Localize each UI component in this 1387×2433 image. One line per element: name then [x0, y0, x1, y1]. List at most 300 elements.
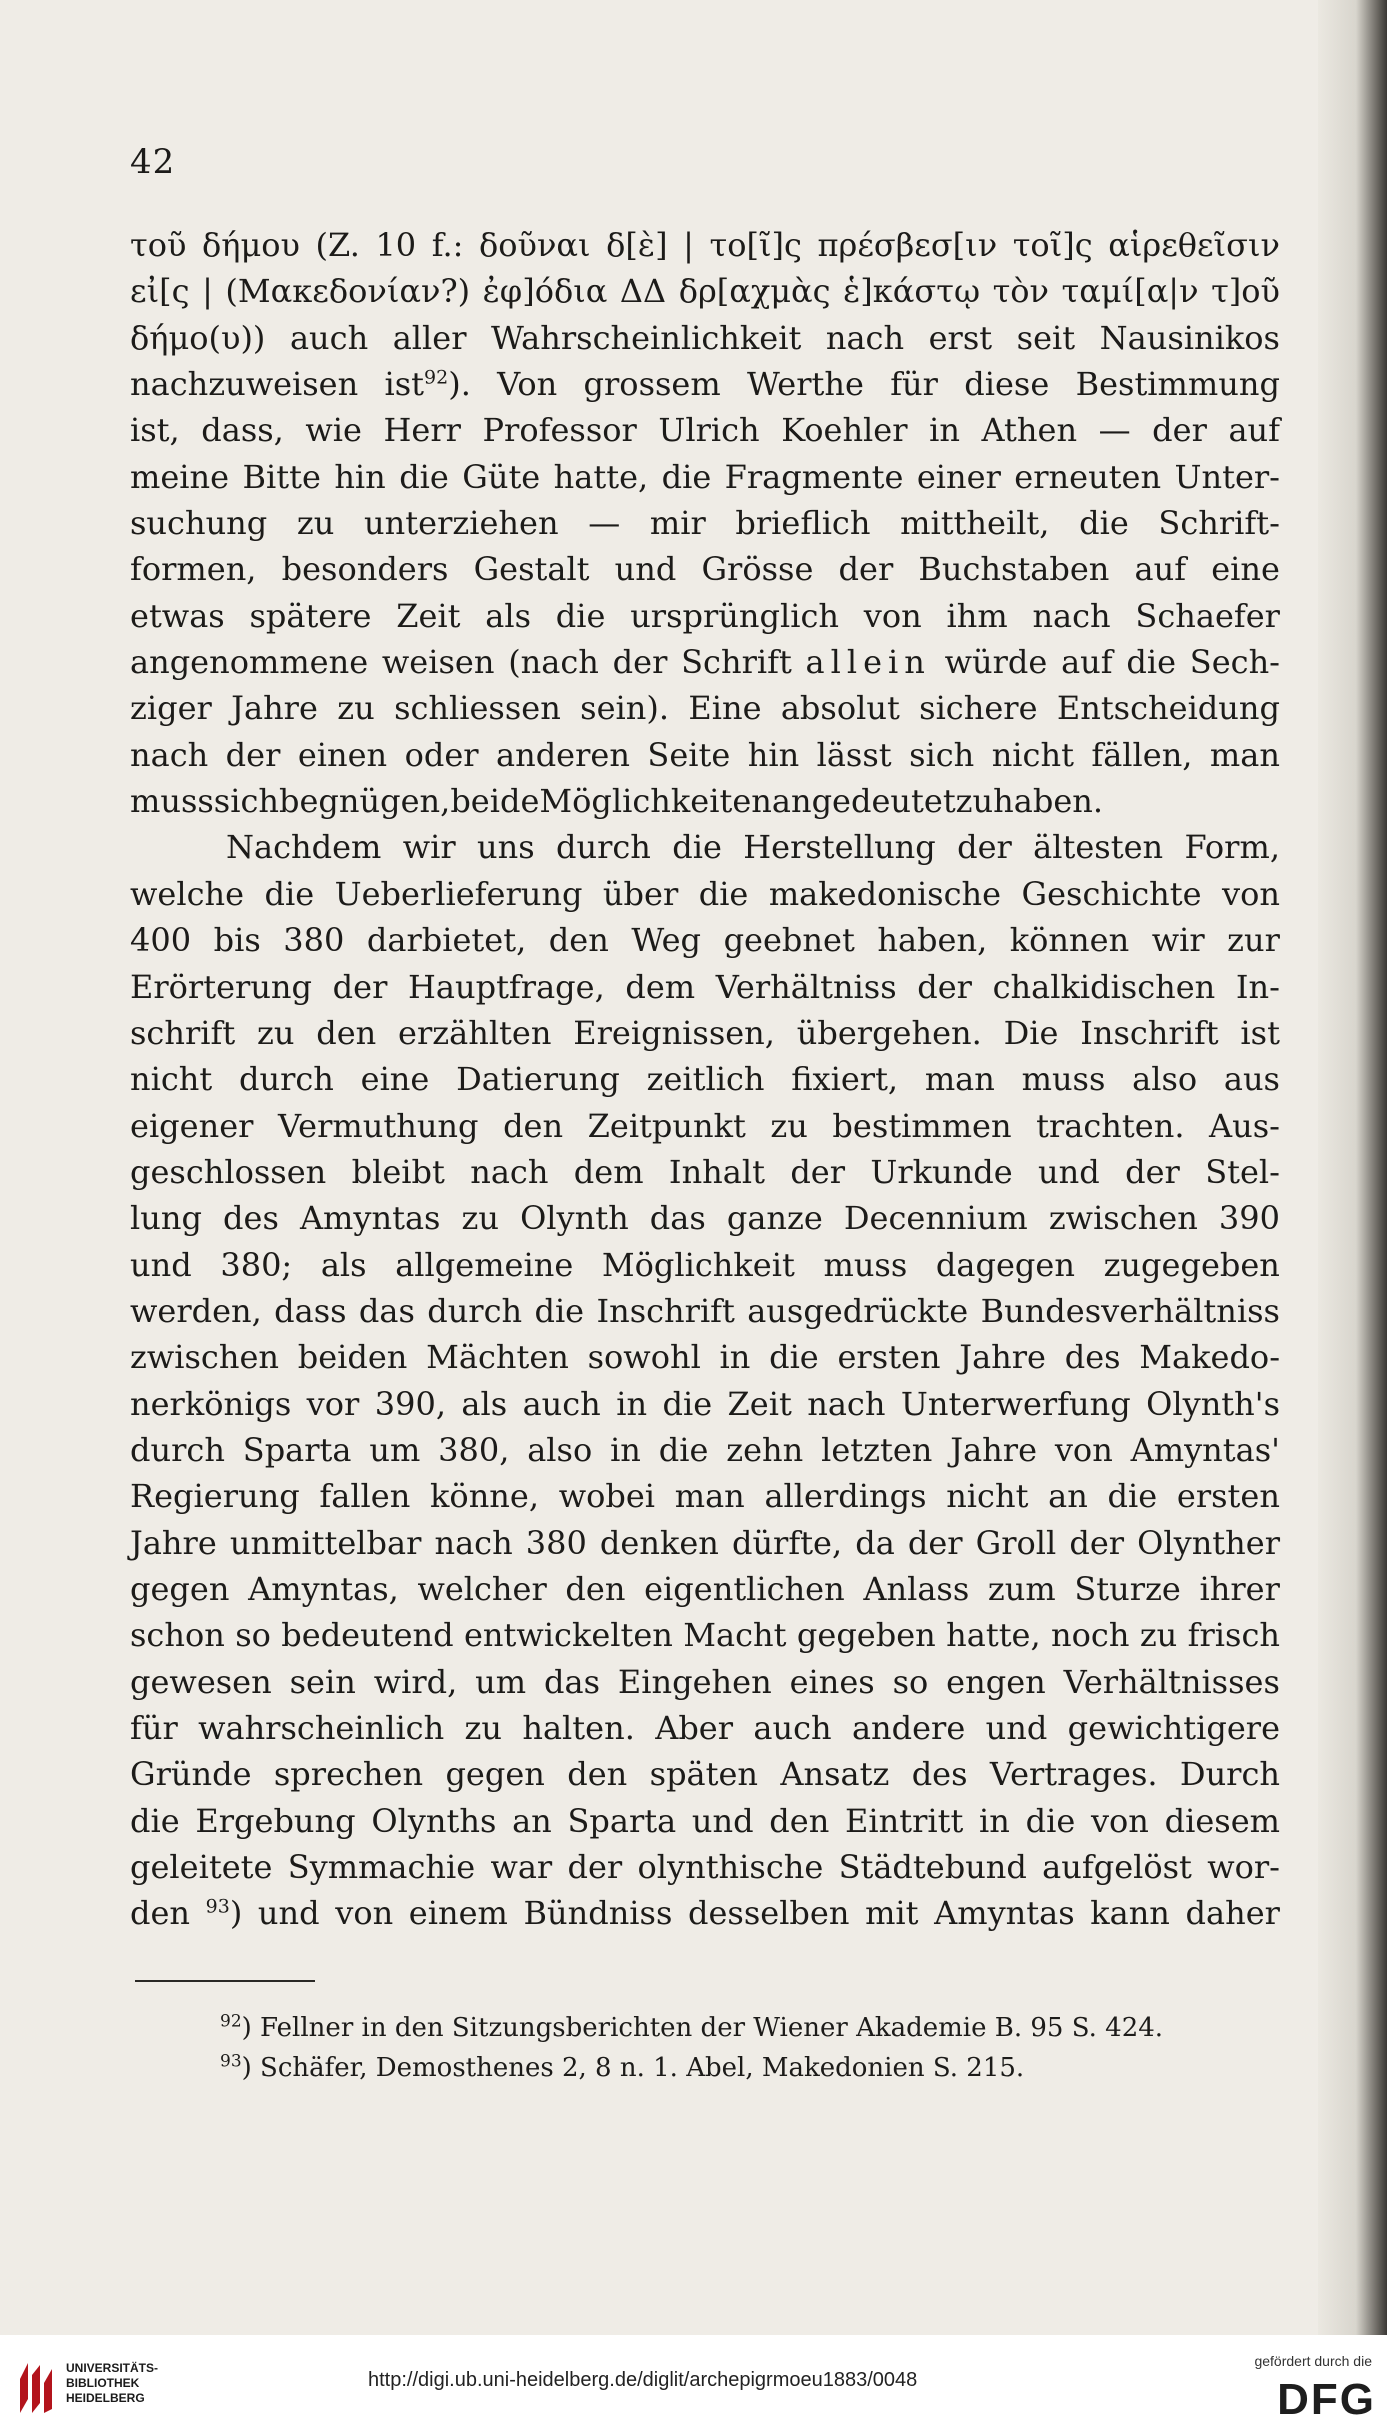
word: τὸν — [992, 272, 1049, 311]
word: von — [335, 1894, 394, 1933]
text-line — [130, 1705, 1280, 1751]
word: durch — [130, 1430, 225, 1469]
word: — — [588, 504, 621, 543]
word: olynthische — [637, 1848, 824, 1887]
word: sich — [213, 782, 279, 821]
word: zu — [464, 1709, 503, 1747]
word: Professor — [482, 411, 637, 450]
word: Herr — [383, 411, 461, 450]
word: zu — [337, 689, 375, 728]
word: Hauptfrage, — [407, 967, 605, 1006]
word: Eingehen — [617, 1662, 772, 1701]
word: sprechen — [273, 1755, 424, 1794]
word: der — [1152, 411, 1207, 450]
word: chalkidischen — [992, 967, 1216, 1006]
word: Inhalt — [668, 1152, 765, 1191]
word: nicht — [130, 1060, 213, 1099]
footnote-mark: 93 — [220, 2051, 242, 2072]
dfg-logo[interactable]: DFG — [1277, 2375, 1376, 2424]
word: die — [264, 874, 315, 913]
word: Amyntas, — [248, 1569, 399, 1608]
text-line — [130, 1473, 1280, 1519]
word: wird, — [373, 1662, 458, 1701]
word: Ergebung — [195, 1801, 356, 1840]
word: dagegen — [935, 1245, 1075, 1284]
text-line — [130, 685, 1280, 731]
word: | — [683, 226, 694, 264]
viewer-footer — [0, 2335, 1387, 2433]
word: so — [892, 1662, 929, 1701]
word: nach — [434, 1523, 513, 1562]
word: muss — [823, 1245, 908, 1284]
word: 380 — [525, 1523, 587, 1562]
word: kann — [1090, 1894, 1170, 1933]
word: darbietet, — [366, 921, 527, 960]
word: τοῖ]ς — [1012, 226, 1093, 264]
word: zeitlich — [646, 1060, 765, 1099]
word: der — [332, 967, 388, 1006]
word: für — [130, 1709, 178, 1747]
word: absolut — [780, 689, 900, 728]
word: haben, — [877, 921, 988, 960]
word: und — [985, 1709, 1048, 1747]
word: eines — [789, 1662, 875, 1701]
word: von — [1222, 874, 1280, 913]
text-line — [130, 454, 1280, 500]
word: Bundesverhältniss — [980, 1291, 1280, 1330]
text-line — [130, 824, 1280, 870]
word: für — [890, 365, 938, 404]
word: Die — [1003, 1013, 1059, 1052]
footnote-ref[interactable]: 93 — [205, 1895, 230, 1918]
word: von — [1054, 1430, 1113, 1469]
word: $^{93}$) — [205, 1894, 243, 1933]
word: ταμί[α|ν — [1061, 272, 1199, 311]
word: sich — [909, 735, 975, 774]
word: der — [957, 828, 1012, 867]
word: als — [485, 596, 531, 635]
word: Macht — [683, 1616, 787, 1655]
word: denken — [599, 1523, 719, 1562]
word: ihrer — [1199, 1569, 1280, 1608]
word: Verhältnisses — [1063, 1662, 1280, 1701]
word: sein). — [580, 689, 670, 728]
word: Schaefer — [1135, 596, 1280, 635]
word: mir — [649, 504, 706, 543]
footnote-text: ) Fellner in den Sitzungsberichten der Wiener Akademie B. 95 S. 424. — [241, 2013, 1164, 2043]
word: Durch — [1179, 1755, 1280, 1794]
word: zugegeben — [1103, 1245, 1280, 1284]
word: Weg — [631, 921, 702, 960]
text-line — [130, 1103, 1280, 1149]
text-line — [130, 1427, 1280, 1473]
word: daher — [1185, 1894, 1280, 1933]
word: Schrift — [681, 643, 792, 682]
page-number: 42 — [130, 142, 176, 182]
word: 10 — [375, 226, 417, 264]
word: Vermuthung — [277, 1106, 479, 1145]
word: gegen — [130, 1569, 230, 1608]
word: Regierung — [130, 1477, 300, 1516]
word: Form, — [1184, 828, 1280, 867]
word: 380; — [220, 1245, 293, 1284]
word: nach — [130, 735, 209, 774]
text-line — [130, 639, 1280, 685]
word: τοῦ — [130, 226, 187, 264]
emphasized-word: allein — [805, 643, 931, 682]
word: bedeutend — [281, 1616, 454, 1655]
word: auch — [289, 318, 369, 357]
word: Sturze — [1074, 1569, 1181, 1608]
text-line — [130, 917, 1280, 963]
word: nach — [807, 1384, 886, 1423]
word: eine — [1211, 550, 1280, 589]
word: etwas — [130, 596, 225, 635]
word: (Z. — [315, 226, 360, 264]
word: die — [399, 457, 449, 496]
word: welcher — [417, 1569, 547, 1608]
word: an — [1048, 1477, 1088, 1516]
word: des — [223, 1199, 279, 1238]
word: geebnet — [723, 921, 855, 960]
word: auf — [1134, 550, 1187, 589]
word: schon — [130, 1616, 225, 1655]
word: bleibt — [351, 1152, 445, 1191]
word: erst — [928, 318, 993, 357]
word: in — [616, 1384, 648, 1423]
text-line — [130, 1798, 1280, 1844]
word: man — [674, 1477, 745, 1516]
word: der — [790, 1152, 846, 1191]
word: Amyntas — [299, 1199, 441, 1238]
word: Zeit — [727, 1384, 792, 1423]
word: Inschrift — [596, 1291, 735, 1330]
word: Von — [497, 365, 558, 404]
word: um — [369, 1430, 421, 1469]
word: der — [1125, 1152, 1180, 1191]
word: welche — [130, 874, 245, 913]
word: Jahre — [950, 1430, 1037, 1469]
word: ziger — [130, 689, 212, 728]
word: τ]οῦ — [1211, 272, 1280, 311]
word: da — [855, 1523, 895, 1562]
footnote-text: ) Schäfer, Demosthenes 2, 8 n. 1. Abel, Makedonien S. 215. — [241, 2053, 1025, 2083]
funder-note: gefördert durch die — [1254, 2353, 1372, 2369]
word: diese — [964, 365, 1050, 404]
word: auf — [1061, 643, 1113, 682]
text-line — [130, 1612, 1280, 1658]
word: Eintritt — [845, 1801, 964, 1840]
word: noch — [1051, 1616, 1130, 1655]
text-line — [130, 407, 1280, 453]
word: Amyntas' — [1130, 1430, 1280, 1469]
word: auf — [1228, 411, 1280, 450]
word: | — [202, 272, 213, 311]
word: nach — [470, 1152, 549, 1191]
word: Erörterung — [130, 967, 313, 1006]
footnote-mark: 92 — [220, 2011, 242, 2032]
word: gewichtigere — [1067, 1709, 1280, 1747]
word: die — [662, 1384, 713, 1423]
text-line — [130, 1751, 1280, 1797]
word: Mächten — [426, 1338, 569, 1377]
word: nach — [1032, 596, 1111, 635]
word: begnügen, — [278, 782, 451, 821]
word: εἰ[ς — [130, 272, 190, 311]
word: Güte — [462, 457, 541, 496]
word: ausgedrückte — [747, 1291, 969, 1330]
word: eigener — [130, 1106, 254, 1145]
word: gegeben — [796, 1616, 936, 1655]
word: ist — [1240, 1013, 1280, 1052]
word: des — [1064, 1338, 1121, 1377]
word: war — [490, 1848, 553, 1887]
word: den — [548, 921, 609, 960]
word: Ansatz — [780, 1755, 890, 1794]
word: bestimmen — [832, 1106, 1012, 1145]
word: 390 — [1218, 1199, 1280, 1238]
word: Olynth's — [1146, 1384, 1280, 1423]
word: und — [257, 1894, 320, 1933]
word: der — [1069, 1523, 1125, 1562]
word: von — [1090, 1801, 1149, 1840]
word: würde — [944, 643, 1048, 682]
word: gegen — [445, 1755, 545, 1794]
word: unterziehen — [364, 504, 559, 543]
word: Eine — [688, 689, 762, 728]
text-line — [130, 1242, 1280, 1288]
word: also — [527, 1430, 593, 1469]
word: wobei — [558, 1477, 656, 1516]
word — [806, 639, 931, 685]
word: ΔΔ — [619, 272, 667, 311]
word: Unter- — [1174, 457, 1280, 496]
word: an — [512, 1801, 552, 1840]
word: durch — [238, 1060, 334, 1099]
word: (nach — [508, 643, 599, 682]
word: wahrscheinlich — [198, 1709, 445, 1747]
word: suchung — [130, 504, 268, 543]
permalink-url[interactable]: http://digi.ub.uni-heidelberg.de/diglit/archepigrmoeu1883/0048 — [368, 2369, 918, 2391]
word: späten — [649, 1755, 759, 1794]
word: wor- — [1207, 1848, 1280, 1887]
word: lung — [130, 1199, 202, 1238]
word: können — [1009, 921, 1130, 960]
word: grossem — [583, 365, 721, 404]
word: und — [614, 550, 677, 589]
text-line — [130, 546, 1280, 592]
word: Werthe — [746, 365, 864, 404]
word: makedonische — [768, 874, 1002, 913]
library-logo-icon[interactable] — [14, 2359, 58, 2417]
word: die — [1126, 643, 1177, 682]
footnote — [220, 2048, 1270, 2088]
word: nicht — [991, 735, 1074, 774]
word: schrift — [130, 1013, 236, 1052]
word: die — [661, 457, 712, 496]
word: zu — [256, 1013, 295, 1052]
word: (Μακεδονίαν?) — [225, 272, 471, 311]
body-text — [130, 222, 1280, 1937]
word: Symmachie — [287, 1848, 476, 1887]
word: dass, — [201, 411, 284, 450]
word: eine — [360, 1060, 430, 1099]
word: die — [698, 874, 749, 913]
word: Olynth — [520, 1199, 629, 1238]
word: Verhältniss — [715, 967, 897, 1006]
text-line — [130, 1659, 1280, 1705]
word: Unterwerfung — [900, 1384, 1131, 1423]
word: einer — [916, 457, 1001, 496]
word: muss — [1021, 1060, 1106, 1099]
word: erzählten — [398, 1013, 552, 1052]
word: den — [503, 1106, 564, 1145]
word: hatte, — [946, 1616, 1041, 1655]
word: Athen — [981, 411, 1078, 450]
word: Olynther — [1137, 1523, 1280, 1562]
word: Ereignissen, — [573, 1013, 775, 1052]
text-line — [130, 732, 1280, 778]
word: aufgelöst — [1042, 1848, 1192, 1887]
word: oder — [404, 735, 479, 774]
library-name-line: HEIDELBERG — [66, 2391, 145, 2405]
word: haben. — [993, 782, 1104, 821]
word: 380, — [438, 1430, 510, 1469]
word: und — [1038, 1152, 1100, 1191]
word: δήμο(υ)) — [130, 318, 266, 357]
word: Gründe — [130, 1755, 252, 1794]
word: meine — [130, 457, 230, 496]
word: Herstellung — [743, 828, 936, 867]
word: den — [130, 1894, 191, 1933]
word: der — [225, 735, 281, 774]
word: einen — [297, 735, 388, 774]
word: letzten — [821, 1430, 933, 1469]
word: zur — [1227, 921, 1280, 960]
word: beide — [450, 782, 540, 821]
word: in — [929, 411, 960, 450]
word: hin — [334, 457, 386, 496]
word: formen, — [130, 550, 257, 589]
word: nach — [825, 318, 905, 357]
word: trachten. — [1036, 1106, 1185, 1145]
text-line — [130, 1520, 1280, 1566]
word: geleitete — [130, 1848, 273, 1887]
word: aller — [392, 318, 467, 357]
word: muss — [130, 782, 214, 821]
word: das — [544, 1662, 600, 1701]
word: f.: — [431, 226, 464, 264]
word: zum — [987, 1569, 1056, 1608]
library-name-line: UNIVERSITÄTS- — [66, 2361, 159, 2375]
word: allgemeine — [395, 1245, 574, 1284]
word: ist$^{92}$). — [384, 365, 471, 404]
word: Aber — [655, 1709, 734, 1747]
word: nachzuweisen — [130, 365, 359, 404]
word: und — [691, 1801, 754, 1840]
word: halten. — [522, 1709, 635, 1747]
word: Bitte — [242, 457, 321, 496]
word: fixiert, — [791, 1060, 899, 1099]
word: Sech- — [1189, 643, 1280, 682]
word: spätere — [249, 596, 372, 635]
word: der — [917, 967, 972, 1006]
word: erneuten — [1014, 457, 1162, 496]
word: die — [658, 1430, 709, 1469]
word: Geschichte — [1021, 874, 1202, 913]
text-line — [130, 1890, 1280, 1936]
word: diesem — [1164, 1801, 1280, 1840]
footnote — [220, 2008, 1270, 2048]
word: ist, — [130, 411, 180, 450]
word: πρέσβεσ[ιν — [817, 226, 998, 264]
word: Nachdem — [226, 828, 382, 867]
word: die — [769, 1338, 819, 1377]
word: unmittelbar — [229, 1523, 422, 1562]
word: den — [567, 1755, 628, 1794]
word: Aus- — [1209, 1106, 1280, 1145]
word: zu — [770, 1106, 808, 1145]
text-line — [130, 268, 1280, 314]
word: Anlass — [863, 1569, 970, 1608]
text-line — [130, 500, 1280, 546]
word: sein — [289, 1662, 356, 1701]
word: nicht — [946, 1477, 1029, 1516]
word: Grösse — [701, 550, 814, 589]
word: als — [320, 1245, 367, 1284]
page-edge-shadow — [1318, 0, 1387, 2335]
word: αἱρεθεῖσιν — [1108, 226, 1280, 264]
word: vor — [306, 1384, 360, 1423]
word: über — [602, 874, 679, 913]
word: δ[ὲ] — [606, 226, 668, 264]
text-line — [130, 1566, 1280, 1612]
text-line — [130, 222, 1280, 268]
library-name[interactable] — [66, 2361, 158, 2406]
text-line — [130, 315, 1280, 361]
word: durch — [555, 828, 651, 867]
word: die — [534, 1291, 585, 1330]
text-line — [130, 1844, 1280, 1890]
word: Stel- — [1205, 1152, 1280, 1191]
word: zwischen — [1048, 1199, 1198, 1238]
word: dürfte, — [731, 1523, 843, 1562]
word: dem — [573, 1152, 644, 1191]
word: Möglichkeiten — [539, 782, 772, 821]
word: den — [769, 1801, 830, 1840]
word: zehn — [726, 1430, 804, 1469]
word: übergehen. — [796, 1013, 982, 1052]
word: auch — [522, 1384, 601, 1423]
word: die — [1107, 1477, 1158, 1516]
word: so — [235, 1616, 271, 1655]
word: in — [719, 1338, 751, 1377]
word: Datierung — [456, 1060, 620, 1099]
word: zu — [296, 504, 335, 543]
word: In- — [1235, 967, 1280, 1006]
word: uns — [476, 828, 535, 867]
word: Entscheidung — [1056, 689, 1280, 728]
text-line — [130, 361, 1280, 407]
footnote-ref[interactable]: 92 — [424, 366, 449, 389]
footnote-rule — [135, 1980, 315, 1982]
word: Decennium — [843, 1199, 1028, 1238]
word: auch — [753, 1709, 832, 1747]
word: schliessen — [394, 689, 561, 728]
word: und — [130, 1245, 192, 1284]
word: nerkönigs — [130, 1384, 292, 1423]
word: Ueberlieferung — [334, 874, 583, 913]
